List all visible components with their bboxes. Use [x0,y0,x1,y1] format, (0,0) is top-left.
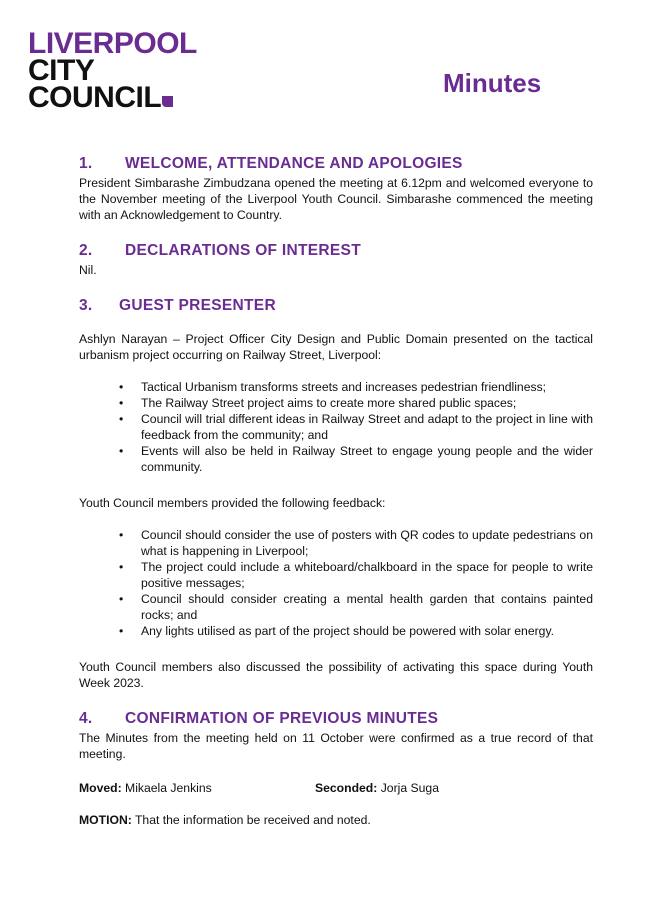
moved-name: Mikaela Jenkins [125,781,212,795]
list-item: • Tactical Urbanism transforms streets and increases pedestrian friendliness; [79,379,593,395]
section-number: 3. [79,297,93,314]
motion [79,812,593,828]
logo-mark-icon [162,96,173,107]
section-4-heading [79,711,593,727]
seconded-by [315,780,439,796]
section-2-heading [79,243,593,259]
presenter-intro: Ashlyn Narayan – Project Officer City Design and Public Domain presented on the tactical urbanism project occurring on Railway Street, Liverpool: [79,332,593,362]
section-title: DECLARATIONS OF INTEREST [125,242,361,259]
section-4-body: The Minutes from the meeting held on 11 October were confirmed as a true record of that meeting. [79,731,593,761]
seconded-label: Seconded: [315,781,378,795]
feedback-intro: Youth Council members provided the following feedback: [79,496,386,510]
list-item: • Council will trial different ideas in Railway Street and adapt to the project in line with feedback from the community; and [79,411,593,443]
section-3-closing: Youth Council members also discussed the possibility of activating this space during Youth Week 2023. [79,660,593,690]
section-1-heading [79,156,593,172]
seconded-name: Jorja Suga [380,781,439,795]
section-number: 4. [79,710,93,727]
document-title: Minutes [443,68,542,98]
section-3-heading [79,298,593,314]
section-title: GUEST PRESENTER [119,297,276,314]
list-item: • Events will also be held in Railway Street to engage young people and the wider community. [79,443,593,475]
logo-line-3-text: COUNCIL [28,81,162,114]
feedback-points [79,527,593,639]
moved-by [79,780,315,796]
motion-text: That the information be received and noted. [134,813,371,827]
list-item: • The Railway Street project aims to create more shared public spaces; [79,395,593,411]
section-title: WELCOME, ATTENDANCE AND APOLOGIES [125,155,463,172]
section-title: CONFIRMATION OF PREVIOUS MINUTES [125,710,439,727]
section-number: 1. [79,155,93,172]
logo-line-2: CITY [28,54,95,87]
list-item: • Council should consider creating a mental health garden that contains painted rocks; and [79,591,593,623]
moved-label: Moved: [79,781,122,795]
list-item: • Any lights utilised as part of the project should be powered with solar energy. [79,623,593,639]
list-item: • Council should consider the use of posters with QR codes to update pedestrians on what is happening in Liverpool; [79,527,593,559]
list-item: • The project could include a whiteboard/chalkboard in the space for people to write positive messages; [79,559,593,591]
logo-line-3 [28,81,197,114]
presentation-points [79,379,593,475]
section-1-body: President Simbarashe Zimbudzana opened the meeting at 6.12pm and welcomed everyone to the November meeting of the Liverpool Youth Council. Simbarashe commenced the meeting with an Acknowledgement to Country. [79,176,593,222]
minutes-body [79,156,593,828]
motion-label: MOTION: [79,813,132,827]
section-2-body: Nil. [79,263,97,277]
section-number: 2. [79,242,93,259]
logo-line-1: LIVERPOOL [28,27,197,60]
mover-seconder-row [79,780,593,796]
council-logo [28,27,197,114]
